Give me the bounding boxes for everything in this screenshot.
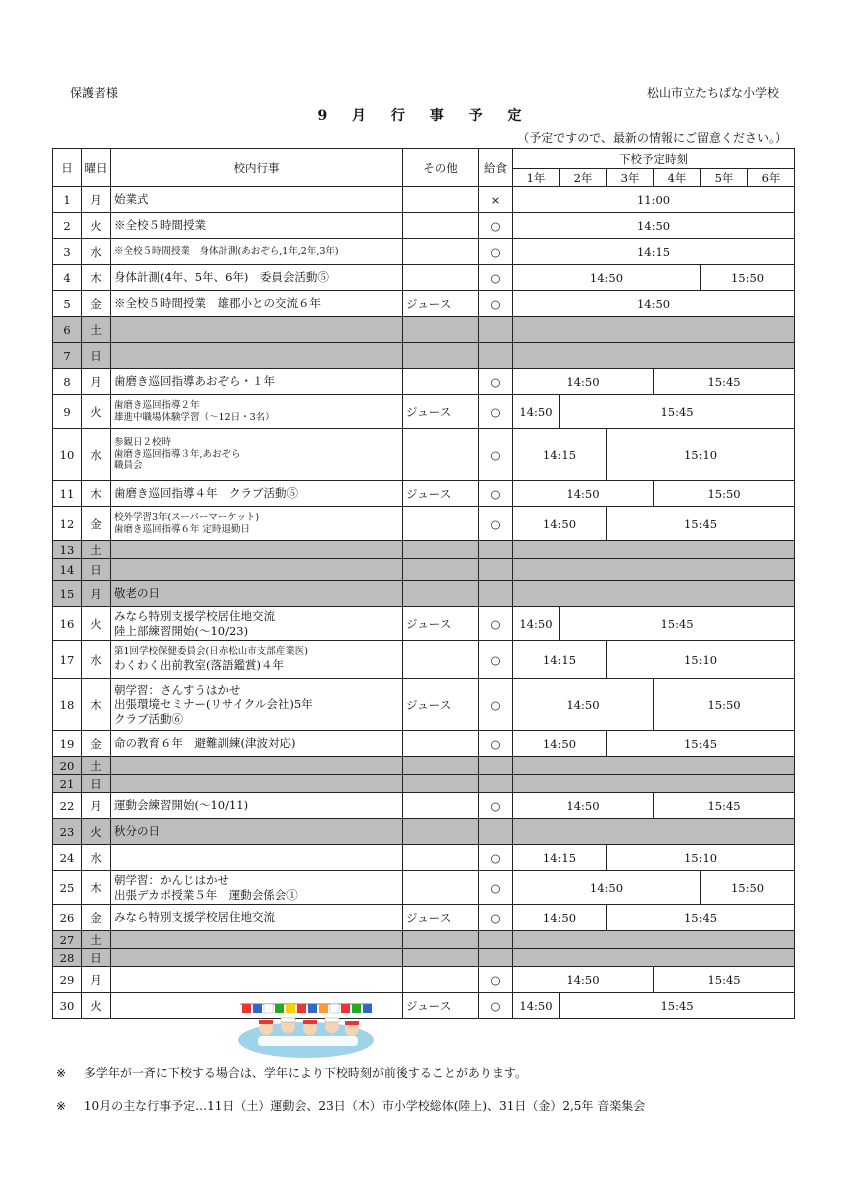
weekday-cell: 金 bbox=[82, 507, 111, 541]
day-cell: 1 bbox=[53, 187, 82, 213]
other-cell bbox=[403, 871, 479, 905]
day-cell: 20 bbox=[53, 757, 82, 775]
event-line: みなら特別支援学校居住地交流 bbox=[114, 609, 275, 624]
weekday-cell: 木 bbox=[82, 871, 111, 905]
dismissal-cell bbox=[513, 343, 795, 369]
dismissal-time-cell: 14:50 bbox=[513, 793, 654, 819]
weekday-cell: 木 bbox=[82, 265, 111, 291]
table-row bbox=[53, 395, 795, 429]
day-cell: 27 bbox=[53, 931, 82, 949]
schedule-body bbox=[53, 187, 795, 1019]
events-cell bbox=[111, 429, 403, 481]
other-cell bbox=[403, 507, 479, 541]
lunch-cell: ○ bbox=[479, 369, 513, 395]
other-cell bbox=[403, 343, 479, 369]
events-cell bbox=[111, 819, 403, 845]
recipient-label: 保護者様 bbox=[70, 86, 119, 100]
events-cell bbox=[111, 317, 403, 343]
lunch-cell: ○ bbox=[479, 993, 513, 1019]
table-row bbox=[53, 845, 795, 871]
event-line: わくわく出前教室(落語鑑賞)４年 bbox=[114, 658, 284, 673]
dismissal-cell bbox=[513, 559, 795, 581]
other-cell bbox=[403, 239, 479, 265]
table-row bbox=[53, 343, 795, 369]
day-cell: 11 bbox=[53, 481, 82, 507]
header-grade: 5年 bbox=[701, 169, 748, 187]
weekday-cell: 火 bbox=[82, 213, 111, 239]
dismissal-time-cell: 14:50 bbox=[513, 993, 560, 1019]
table-row bbox=[53, 481, 795, 507]
table-row bbox=[53, 213, 795, 239]
dismissal-time-cell: 14:50 bbox=[513, 731, 607, 757]
other-cell bbox=[403, 559, 479, 581]
weekday-cell: 水 bbox=[82, 641, 111, 679]
day-cell: 12 bbox=[53, 507, 82, 541]
other-cell bbox=[403, 369, 479, 395]
dismissal-cell bbox=[513, 757, 795, 775]
weekday-cell: 火 bbox=[82, 395, 111, 429]
dismissal-time-cell: 15:10 bbox=[607, 845, 795, 871]
dismissal-cell bbox=[513, 949, 795, 967]
table-row bbox=[53, 949, 795, 967]
event-line: 出張デカポ授業５年 運動会係会① bbox=[114, 887, 298, 902]
dismissal-time-cell: 15:50 bbox=[654, 481, 795, 507]
dismissal-cell bbox=[513, 541, 795, 559]
weekday-cell: 火 bbox=[82, 607, 111, 641]
weekday-cell: 月 bbox=[82, 187, 111, 213]
lunch-cell bbox=[479, 775, 513, 793]
events-cell bbox=[111, 559, 403, 581]
weekday-cell: 火 bbox=[82, 993, 111, 1019]
event-line: 朝学習：かんじはかせ bbox=[114, 873, 229, 888]
day-cell: 22 bbox=[53, 793, 82, 819]
table-row bbox=[53, 993, 795, 1019]
events-cell bbox=[111, 871, 403, 905]
weekday-cell: 木 bbox=[82, 481, 111, 507]
header-dismissal: 下校予定時刻 bbox=[513, 149, 795, 169]
table-row bbox=[53, 775, 795, 793]
dismissal-time-cell: 14:50 bbox=[513, 395, 560, 429]
table-row bbox=[53, 607, 795, 641]
weekday-cell: 金 bbox=[82, 905, 111, 931]
table-row bbox=[53, 793, 795, 819]
table-row bbox=[53, 581, 795, 607]
events-cell bbox=[111, 607, 403, 641]
other-cell bbox=[403, 187, 479, 213]
day-cell: 29 bbox=[53, 967, 82, 993]
header-events: 校内行事 bbox=[111, 149, 403, 187]
dismissal-time-cell: 14:50 bbox=[513, 679, 654, 731]
header-other: その他 bbox=[403, 149, 479, 187]
events-cell bbox=[111, 949, 403, 967]
other-cell bbox=[403, 793, 479, 819]
header-grade: 4年 bbox=[654, 169, 701, 187]
day-cell: 14 bbox=[53, 559, 82, 581]
weekday-cell: 水 bbox=[82, 845, 111, 871]
events-cell bbox=[111, 931, 403, 949]
day-cell: 3 bbox=[53, 239, 82, 265]
event-line: 出張環境セミナー(リサイクル会社)5年 bbox=[114, 697, 313, 712]
table-row bbox=[53, 291, 795, 317]
other-cell bbox=[403, 775, 479, 793]
lunch-cell: ○ bbox=[479, 507, 513, 541]
dismissal-time-cell: 14:50 bbox=[513, 369, 654, 395]
table-row bbox=[53, 905, 795, 931]
event-line: 始業式 bbox=[114, 192, 149, 207]
schedule-table bbox=[52, 148, 795, 1019]
event-line: みなら特別支援学校居住地交流 bbox=[114, 910, 275, 925]
dismissal-time-cell: 14:50 bbox=[513, 905, 607, 931]
events-cell bbox=[111, 395, 403, 429]
table-row bbox=[53, 265, 795, 291]
table-row bbox=[53, 369, 795, 395]
other-cell: ジュース bbox=[403, 607, 479, 641]
lunch-cell: ○ bbox=[479, 265, 513, 291]
events-cell bbox=[111, 775, 403, 793]
lunch-cell: × bbox=[479, 187, 513, 213]
other-cell: ジュース bbox=[403, 905, 479, 931]
other-cell bbox=[403, 265, 479, 291]
dismissal-cell bbox=[513, 775, 795, 793]
lunch-cell: ○ bbox=[479, 967, 513, 993]
header-day: 日 bbox=[53, 149, 82, 187]
weekday-cell: 日 bbox=[82, 949, 111, 967]
other-cell bbox=[403, 967, 479, 993]
event-line: 陸上部練習開始(〜10/23) bbox=[114, 623, 249, 638]
table-row bbox=[53, 239, 795, 265]
lunch-cell bbox=[479, 343, 513, 369]
dismissal-cell bbox=[513, 581, 795, 607]
other-cell bbox=[403, 931, 479, 949]
weekday-cell: 火 bbox=[82, 819, 111, 845]
dismissal-time-cell: 15:45 bbox=[654, 369, 795, 395]
table-row bbox=[53, 559, 795, 581]
disclaimer-note: （予定ですので、最新の情報にご留意ください。） bbox=[517, 131, 787, 145]
dismissal-time-cell: 11:00 bbox=[513, 187, 795, 213]
dismissal-time-cell: 14:50 bbox=[513, 507, 607, 541]
event-line: 命の教育６年 避難訓練(津波対応) bbox=[114, 736, 296, 751]
footer-note-1: ※ 多学年が一斉に下校する場合は、学年により下校時刻が前後することがあります。 bbox=[56, 1066, 527, 1080]
events-cell bbox=[111, 239, 403, 265]
other-cell bbox=[403, 541, 479, 559]
event-line: 雄進中職場体験学習（〜12日・3名） bbox=[114, 411, 275, 423]
table-row bbox=[53, 679, 795, 731]
events-cell bbox=[111, 641, 403, 679]
day-cell: 30 bbox=[53, 993, 82, 1019]
other-cell bbox=[403, 213, 479, 239]
event-line: ※全校５時間授業 身体計測(あおぞら,1年,2年,3年) bbox=[114, 245, 339, 257]
dismissal-time-cell: 14:15 bbox=[513, 429, 607, 481]
weekday-cell: 日 bbox=[82, 343, 111, 369]
event-line: ※全校５時間授業 雄郡小との交流６年 bbox=[114, 296, 321, 311]
weekday-cell: 土 bbox=[82, 541, 111, 559]
weekday-cell: 日 bbox=[82, 559, 111, 581]
dismissal-time-cell: 14:15 bbox=[513, 239, 795, 265]
dismissal-time-cell: 14:15 bbox=[513, 845, 607, 871]
weekday-cell: 月 bbox=[82, 581, 111, 607]
dismissal-cell bbox=[513, 819, 795, 845]
event-line: 歯磨き巡回指導３年,あおぞら bbox=[114, 448, 241, 460]
table-row bbox=[53, 507, 795, 541]
day-cell: 24 bbox=[53, 845, 82, 871]
table-row bbox=[53, 871, 795, 905]
events-cell bbox=[111, 541, 403, 559]
lunch-cell bbox=[479, 541, 513, 559]
dismissal-time-cell: 14:50 bbox=[513, 481, 654, 507]
event-line: 歯磨き巡回指導あおぞら・１年 bbox=[114, 374, 275, 389]
event-line: 校外学習3年(スーパーマーケット) bbox=[114, 511, 260, 523]
event-line: 秋分の日 bbox=[114, 824, 160, 839]
weekday-cell: 土 bbox=[82, 757, 111, 775]
other-cell: ジュース bbox=[403, 481, 479, 507]
day-cell: 2 bbox=[53, 213, 82, 239]
dismissal-time-cell: 15:45 bbox=[607, 731, 795, 757]
events-cell bbox=[111, 581, 403, 607]
table-row bbox=[53, 187, 795, 213]
event-line: ※全校５時間授業 bbox=[114, 218, 206, 233]
events-cell bbox=[111, 967, 403, 993]
event-line: 職員会 bbox=[114, 460, 143, 472]
weekday-cell: 金 bbox=[82, 291, 111, 317]
event-line: 運動会練習開始(〜10/11) bbox=[114, 798, 249, 813]
day-cell: 13 bbox=[53, 541, 82, 559]
school-name: 松山市立たちばな小学校 bbox=[646, 86, 779, 100]
day-cell: 25 bbox=[53, 871, 82, 905]
events-cell bbox=[111, 731, 403, 757]
other-cell bbox=[403, 317, 479, 343]
weekday-cell: 水 bbox=[82, 239, 111, 265]
footer-note-2: ※ 10月の主な行事予定…11日（土）運動会、23日（木）市小学校総体(陸上)、31日（金）2,5年 音楽集会 bbox=[56, 1099, 646, 1113]
event-line: 朝学習：さんすうはかせ bbox=[114, 682, 241, 697]
events-cell bbox=[111, 291, 403, 317]
other-cell bbox=[403, 429, 479, 481]
dismissal-time-cell: 14:50 bbox=[513, 967, 654, 993]
day-cell: 9 bbox=[53, 395, 82, 429]
table-row bbox=[53, 541, 795, 559]
lunch-cell bbox=[479, 559, 513, 581]
events-cell bbox=[111, 481, 403, 507]
dismissal-time-cell: 14:50 bbox=[513, 291, 795, 317]
other-cell: ジュース bbox=[403, 291, 479, 317]
dismissal-time-cell: 15:45 bbox=[560, 993, 795, 1019]
day-cell: 6 bbox=[53, 317, 82, 343]
lunch-cell bbox=[479, 949, 513, 967]
day-cell: 26 bbox=[53, 905, 82, 931]
lunch-cell: ○ bbox=[479, 607, 513, 641]
header-weekday: 曜日 bbox=[82, 149, 111, 187]
events-cell bbox=[111, 793, 403, 819]
dismissal-time-cell: 15:45 bbox=[607, 507, 795, 541]
event-line: クラブ活動⑥ bbox=[114, 711, 183, 726]
events-cell bbox=[111, 369, 403, 395]
lunch-cell: ○ bbox=[479, 481, 513, 507]
day-cell: 10 bbox=[53, 429, 82, 481]
table-row bbox=[53, 967, 795, 993]
table-row bbox=[53, 317, 795, 343]
dismissal-time-cell: 15:45 bbox=[607, 905, 795, 931]
table-row bbox=[53, 819, 795, 845]
events-cell bbox=[111, 213, 403, 239]
event-line: 歯磨き巡回指導６年 定時退勤日 bbox=[114, 523, 251, 535]
other-cell: ジュース bbox=[403, 993, 479, 1019]
lunch-cell: ○ bbox=[479, 213, 513, 239]
dismissal-time-cell: 15:10 bbox=[607, 641, 795, 679]
dismissal-time-cell: 15:10 bbox=[607, 429, 795, 481]
dismissal-time-cell: 15:45 bbox=[654, 967, 795, 993]
dismissal-cell bbox=[513, 317, 795, 343]
other-cell: ジュース bbox=[403, 679, 479, 731]
lunch-cell bbox=[479, 757, 513, 775]
day-cell: 7 bbox=[53, 343, 82, 369]
other-cell bbox=[403, 819, 479, 845]
dismissal-time-cell: 15:45 bbox=[560, 395, 795, 429]
day-cell: 5 bbox=[53, 291, 82, 317]
dismissal-time-cell: 14:50 bbox=[513, 871, 701, 905]
lunch-cell: ○ bbox=[479, 429, 513, 481]
table-row bbox=[53, 931, 795, 949]
day-cell: 4 bbox=[53, 265, 82, 291]
other-cell bbox=[403, 949, 479, 967]
page-title: 9 月 行 事 予 定 bbox=[317, 108, 532, 124]
day-cell: 16 bbox=[53, 607, 82, 641]
events-cell bbox=[111, 343, 403, 369]
dismissal-time-cell: 15:50 bbox=[701, 871, 795, 905]
dismissal-time-cell: 15:45 bbox=[654, 793, 795, 819]
table-row bbox=[53, 731, 795, 757]
weekday-cell: 月 bbox=[82, 967, 111, 993]
flag-bunting-icon bbox=[242, 1004, 372, 1013]
day-cell: 28 bbox=[53, 949, 82, 967]
header-grade: 1年 bbox=[513, 169, 560, 187]
table-row bbox=[53, 429, 795, 481]
event-line: 敬老の日 bbox=[114, 586, 160, 601]
lunch-cell bbox=[479, 931, 513, 949]
day-cell: 8 bbox=[53, 369, 82, 395]
events-cell bbox=[111, 507, 403, 541]
events-cell bbox=[111, 265, 403, 291]
dismissal-time-cell: 14:50 bbox=[513, 265, 701, 291]
lunch-cell: ○ bbox=[479, 291, 513, 317]
lunch-cell: ○ bbox=[479, 731, 513, 757]
events-cell bbox=[111, 845, 403, 871]
dismissal-time-cell: 15:50 bbox=[654, 679, 795, 731]
dismissal-time-cell: 15:50 bbox=[701, 265, 795, 291]
weekday-cell: 月 bbox=[82, 793, 111, 819]
header-grade: 6年 bbox=[748, 169, 795, 187]
day-cell: 18 bbox=[53, 679, 82, 731]
event-line: 身体計測(4年、5年、6年) 委員会活動⑤ bbox=[114, 270, 329, 285]
lunch-cell bbox=[479, 819, 513, 845]
lunch-cell: ○ bbox=[479, 239, 513, 265]
other-cell bbox=[403, 581, 479, 607]
header-grade: 2年 bbox=[560, 169, 607, 187]
header-grade: 3年 bbox=[607, 169, 654, 187]
day-cell: 17 bbox=[53, 641, 82, 679]
table-row bbox=[53, 757, 795, 775]
lunch-cell: ○ bbox=[479, 395, 513, 429]
event-line: 歯磨き巡回指導２年 bbox=[114, 399, 200, 411]
day-cell: 21 bbox=[53, 775, 82, 793]
header-lunch: 給食 bbox=[479, 149, 513, 187]
day-cell: 15 bbox=[53, 581, 82, 607]
lunch-cell: ○ bbox=[479, 679, 513, 731]
weekday-cell: 日 bbox=[82, 775, 111, 793]
day-cell: 23 bbox=[53, 819, 82, 845]
dismissal-time-cell: 14:50 bbox=[513, 213, 795, 239]
weekday-cell: 水 bbox=[82, 429, 111, 481]
table-row bbox=[53, 641, 795, 679]
events-cell bbox=[111, 757, 403, 775]
other-cell: ジュース bbox=[403, 395, 479, 429]
other-cell bbox=[403, 731, 479, 757]
lunch-cell: ○ bbox=[479, 845, 513, 871]
event-line: 歯磨き巡回指導４年 クラブ活動⑤ bbox=[114, 486, 298, 501]
lunch-cell bbox=[479, 581, 513, 607]
lunch-cell bbox=[479, 317, 513, 343]
dismissal-time-cell: 14:50 bbox=[513, 607, 560, 641]
other-cell bbox=[403, 641, 479, 679]
dismissal-time-cell: 14:15 bbox=[513, 641, 607, 679]
day-cell: 19 bbox=[53, 731, 82, 757]
lunch-cell: ○ bbox=[479, 905, 513, 931]
other-cell bbox=[403, 757, 479, 775]
events-cell bbox=[111, 679, 403, 731]
weekday-cell: 木 bbox=[82, 679, 111, 731]
weekday-cell: 金 bbox=[82, 731, 111, 757]
event-line: 参観日２校時 bbox=[114, 436, 172, 448]
lunch-cell: ○ bbox=[479, 641, 513, 679]
lunch-cell: ○ bbox=[479, 871, 513, 905]
weekday-cell: 土 bbox=[82, 931, 111, 949]
event-line: 第1回学校保健委員会(日赤松山市支部産業医) bbox=[114, 646, 308, 658]
other-cell bbox=[403, 845, 479, 871]
sports-day-illustration bbox=[236, 996, 376, 1058]
events-cell bbox=[111, 187, 403, 213]
lunch-cell: ○ bbox=[479, 793, 513, 819]
weekday-cell: 月 bbox=[82, 369, 111, 395]
dismissal-cell bbox=[513, 931, 795, 949]
weekday-cell: 土 bbox=[82, 317, 111, 343]
events-cell bbox=[111, 905, 403, 931]
dismissal-time-cell: 15:45 bbox=[560, 607, 795, 641]
